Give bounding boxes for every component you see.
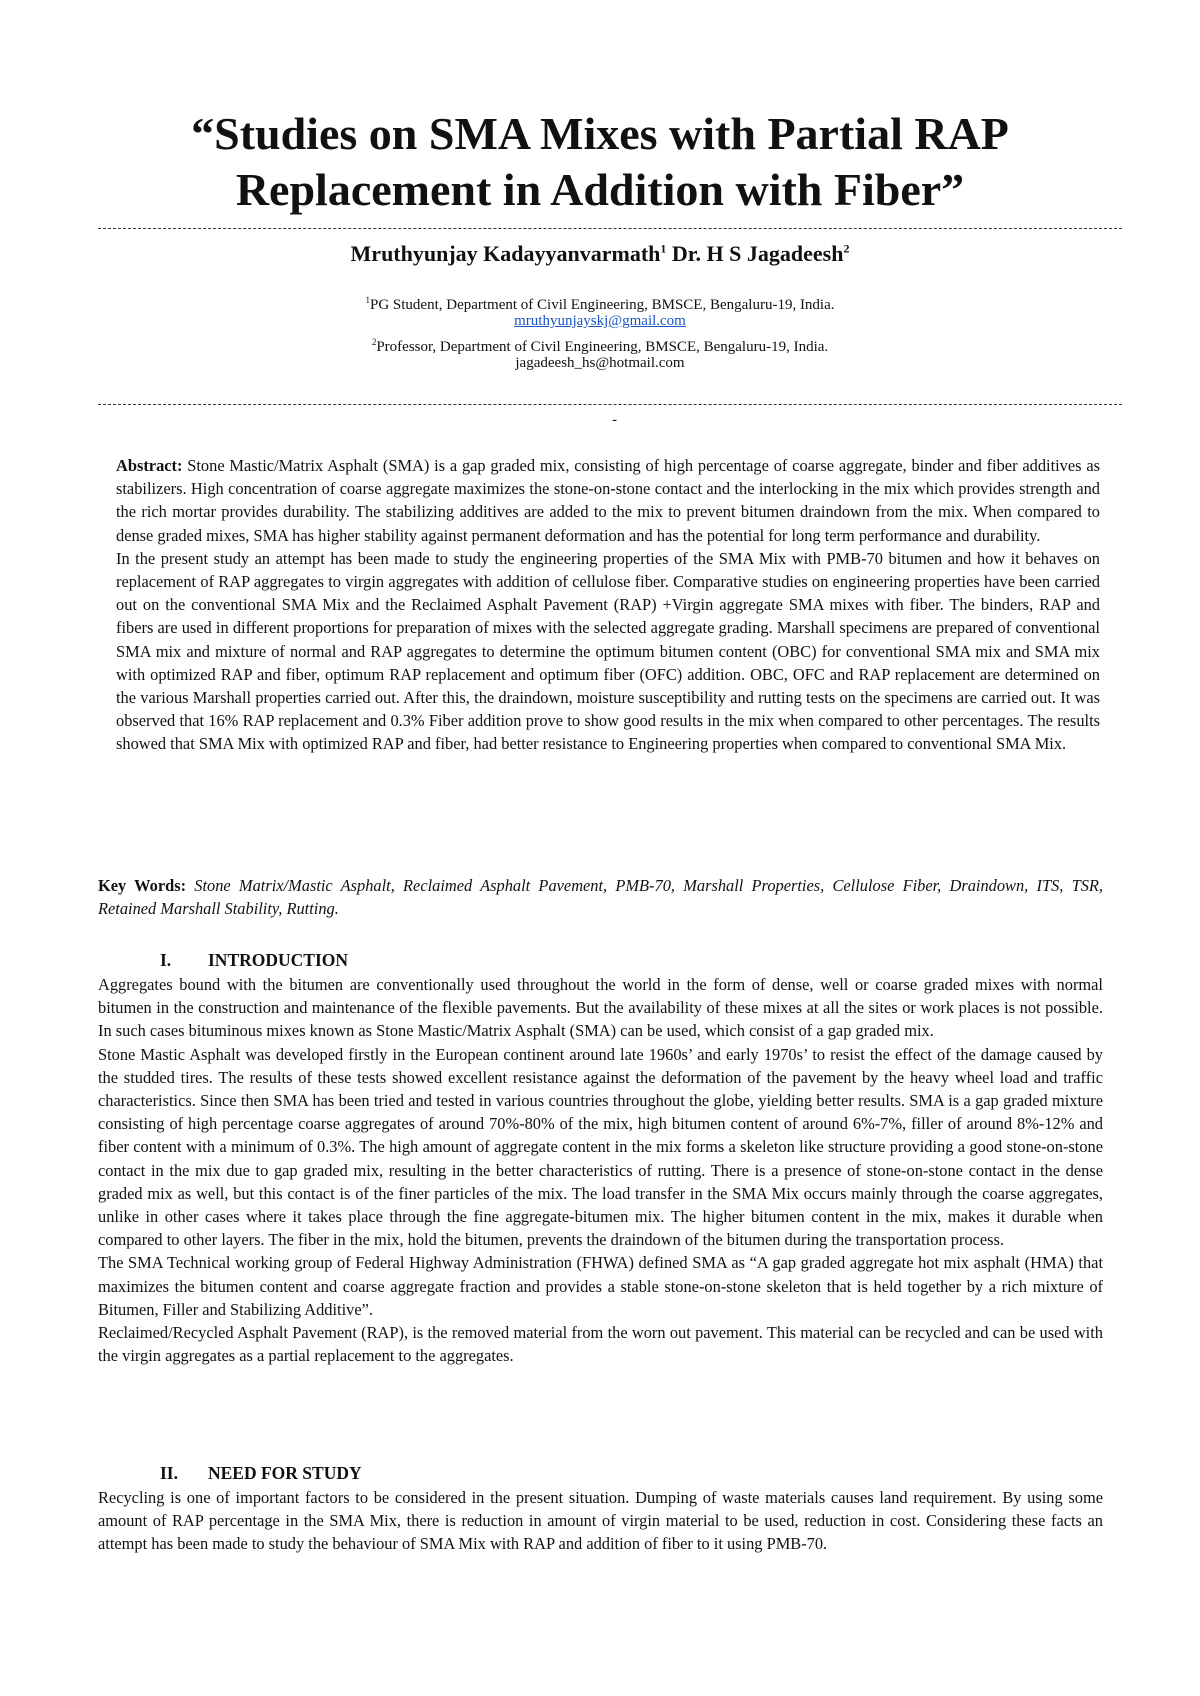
author-2: Dr. H S Jagadeesh	[671, 241, 844, 266]
email-1-link[interactable]: mruthyunjayskj@gmail.com	[514, 313, 686, 329]
title-line-1: “Studies on SMA Mixes with Partial RAP	[191, 108, 1009, 159]
affil-1-text: PG Student, Department of Civil Engineering, BMSCE, Bengaluru-19, India.	[369, 297, 835, 313]
affil-1-sup: 1	[365, 295, 370, 305]
email-2: jagadeesh_hs@hotmail.com	[515, 355, 685, 371]
section-1-paragraph-1: Aggregates bound with the bitumen are conventionally used throughout the world in the form of dense, well or coarse graded mixes with normal bitumen in the construction and maintenance of the flexible pavements. But the availability of these mixes at all the sites or work places is not possible. In such cases bituminous mixes known as Stone Mastic/Matrix Asphalt (SMA) can be used, which consist of a gap graded mix.	[98, 975, 1103, 1041]
section-1-paragraph-4: Reclaimed/Recycled Asphalt Pavement (RAP), is the removed material from the worn out pavement. This material can be recycled and can be used with the virgin aggregates as a partial replacement to the aggregates.	[98, 1323, 1103, 1366]
author-1-sup: 1	[660, 241, 667, 256]
section-1-paragraph-3: The SMA Technical working group of Federal Highway Administration (FHWA) defined SMA as “A gap graded aggregate hot mix asphalt (HMA) that maximizes the bitumen content and coarse aggregate fraction and provides a stable stone-on-stone skeleton that is held together by a rich mixture of Bitumen, Filler and Stabilizing Additive”.	[98, 1253, 1103, 1319]
author-2-sup: 2	[843, 241, 850, 256]
section-1-paragraph-2: Stone Mastic Asphalt was developed firstly in the European continent around late 1960s’ and early 1970s’ to resist the effect of the damage caused by the studded tires. The results of these tests showed excellent resistance against the deformation of the pavement by the heavy wheel load and traffic characteristics. Since then SMA has been tried and tested in various countries throughout the globe, yielding better results. SMA is a gap graded mixture consisting of high percentage coarse aggregates of around 70%-80% of the mix, high bitumen content of around 6%-7%, filler of around 8%-12% and fiber content with a minimum of 0.3%. The high amount of aggregate content in the mix forms a skeleton like structure providing a good stone-on-stone contact in the mix due to gap graded mix, resulting in the better characteristics of rutting. There is a presence of stone-on-stone contact in the dense graded mix as well, but this contact is of the finer particles of the mix. The load transfer in the SMA Mix occurs mainly through the coarse aggregates, unlike in other cases where it takes place through the fine aggregate-bitumen mix. The higher bitumen content in the mix, makes it durable when compared to other layers. The fiber in the mix, hold the bitumen, prevents the draindown of the bitumen during the transportation process.	[98, 1044, 1103, 1250]
section-1-title: INTRODUCTION	[208, 950, 349, 970]
section-1-number: I.	[160, 950, 172, 970]
section-2-number: II.	[160, 1463, 178, 1483]
section-2-body	[98, 1486, 1103, 1556]
separator-dash: -	[612, 412, 617, 428]
abstract	[116, 454, 1100, 756]
section-1-body	[98, 973, 1103, 1367]
section-2-title: NEED FOR STUDY	[208, 1463, 362, 1483]
title-line-2: Replacement in Addition with Fiber”	[235, 164, 965, 215]
email-1-line	[0, 311, 1200, 331]
paper-title	[80, 106, 1120, 218]
separator-line-bottom	[98, 404, 1122, 405]
section-2-paragraph-1: Recycling is one of important factors to be considered in the present situation. Dumping of waste materials causes land requirement. By using some amount of RAP percentage in the SMA Mix, there is reduction in amount of virgin material to be used, reduction in cost. Considering these facts an attempt has been made to study the behaviour of SMA Mix with RAP and addition of fiber to it using PMB-70.	[98, 1488, 1103, 1554]
author-line	[0, 241, 1200, 267]
section-1-heading	[160, 950, 348, 971]
affil-2-text: Professor, Department of Civil Engineering, BMSCE, Bengaluru-19, India.	[376, 339, 829, 355]
section-2-heading	[160, 1463, 362, 1484]
abstract-paragraph-2: In the present study an attempt has been made to study the engineering properties of the SMA Mix with PMB-70 bitumen and how it behaves on replacement of RAP aggregates to virgin aggregates with addition of cellulose fiber. Comparative studies on engineering properties have been carried out on the conventional SMA Mix and the Reclaimed Asphalt Pavement (RAP) +Virgin aggregate SMA mixes with fiber. The binders, RAP and fibers are used in different proportions for preparation of mixes with the selected aggregate grading. Marshall specimens are prepared of conventional SMA mix and mixture of normal and RAP aggregates to determine the optimum bitumen content (OBC) for conventional SMA mix and SMA mix with optimized RAP and fiber, optimum RAP replacement and optimum fiber (OFC) addition. OBC, OFC and RAP replacement are determined on the various Marshall properties carried out. After this, the draindown, moisture susceptibility and rutting tests on the specimens are carried out. It was observed that 16% RAP replacement and 0.3% Fiber addition prove to show good results in the mix when compared to other percentages. The results showed that SMA Mix with optimized RAP and fiber, had better resistance to Engineering properties when compared to conventional SMA Mix.	[116, 548, 1100, 754]
keywords-label: Key Words:	[98, 876, 187, 895]
abstract-paragraph-1	[116, 454, 1100, 547]
keywords	[98, 874, 1103, 920]
keywords-text: Stone Matrix/Mastic Asphalt, Reclaimed Asphalt Pavement, PMB-70, Marshall Properties, Cellulose Fiber, Draindown, ITS, TSR, Retained Marshall Stability, Rutting.	[98, 876, 1103, 919]
author-1: Mruthyunjay Kadayyanvarmath	[350, 241, 661, 266]
affil-2-sup: 2	[371, 337, 377, 347]
separator-line-top	[98, 228, 1122, 229]
abstract-text-1: Stone Mastic/Matrix Asphalt (SMA) is a gap graded mix, consisting of high percentage of coarse aggregate, binder and fiber additives as stabilizers. High concentration of coarse aggregate maximizes the stone-on-stone contact and the interlocking in the mix which provides strength and the rich mortar provides durability. The stabilizing additives are added to the mix to prevent bitumen draindown from the mix. When compared to dense graded mixes, SMA has higher stability against permanent deformation and has the potential for long term performance and durability.	[116, 456, 1100, 545]
email-2-line	[0, 353, 1200, 373]
abstract-label: Abstract:	[116, 456, 183, 475]
